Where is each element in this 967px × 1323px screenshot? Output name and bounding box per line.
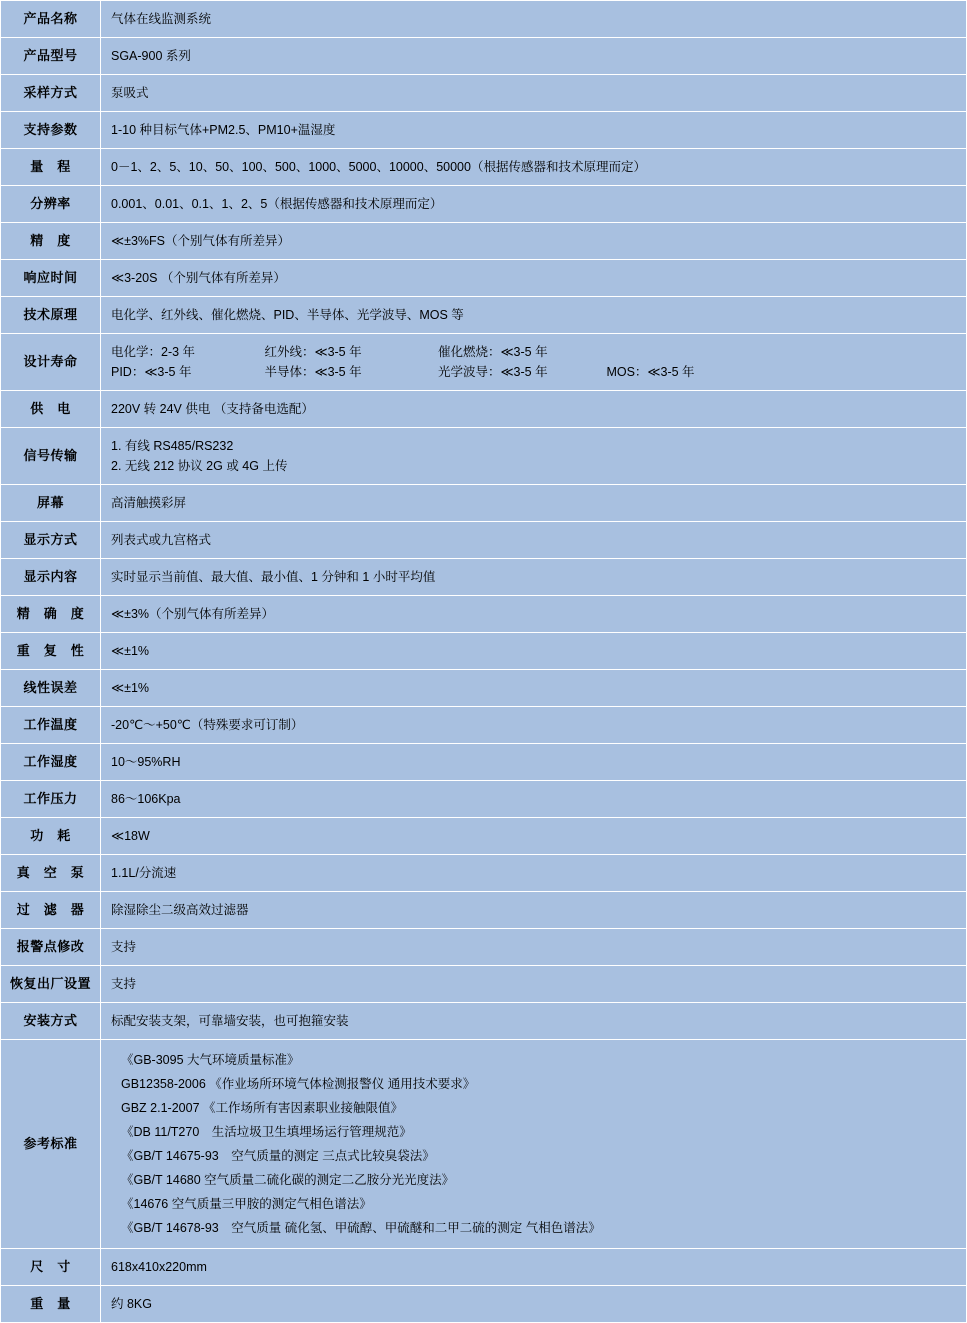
row-label: 过 滤 器	[1, 892, 101, 929]
row-label: 工作压力	[1, 781, 101, 818]
table-row	[1, 781, 967, 818]
table-row	[1, 260, 967, 297]
row-value: 除湿除尘二级高效过滤器	[101, 892, 967, 929]
table-row	[1, 1286, 967, 1323]
row-value: 实时显示当前值、最大值、最小值、1 分钟和 1 小时平均值	[101, 559, 967, 596]
standard-line: 《GB/T 14675-93 空气质量的测定 三点式比较臭袋法》	[121, 1149, 435, 1163]
table-row	[1, 38, 967, 75]
row-label: 响应时间	[1, 260, 101, 297]
table-row	[1, 485, 967, 522]
row-value: 支持	[101, 929, 967, 966]
table-row	[1, 391, 967, 428]
row-value: ≪±3%（个别气体有所差异）	[101, 596, 967, 633]
row-value: 0－1、2、5、10、50、100、500、1000、5000、10000、50000（根据传感器和技术原理而定）	[101, 149, 967, 186]
design-life-item: MOS：≪3-5 年	[606, 365, 695, 379]
table-row	[1, 633, 967, 670]
table-row	[1, 522, 967, 559]
design-life-item: PID：≪3-5 年	[111, 365, 192, 379]
row-label: 产品型号	[1, 38, 101, 75]
table-row	[1, 149, 967, 186]
row-label: 采样方式	[1, 75, 101, 112]
standard-line: 《GB-3095 大气环境质量标准》	[121, 1053, 300, 1067]
table-row	[1, 892, 967, 929]
row-value: 10～95%RH	[101, 744, 967, 781]
table-row-signal	[1, 428, 967, 485]
table-row	[1, 112, 967, 149]
table-row	[1, 186, 967, 223]
row-value: ≪±1%	[101, 633, 967, 670]
row-label: 恢复出厂设置	[1, 966, 101, 1003]
row-value: 86～106Kpa	[101, 781, 967, 818]
row-value	[101, 1040, 967, 1249]
row-value: 618x410x220mm	[101, 1249, 967, 1286]
table-row	[1, 818, 967, 855]
row-label: 精 确 度	[1, 596, 101, 633]
row-value: ≪3-20S （个别气体有所差异）	[101, 260, 967, 297]
row-value: 标配安装支架，可靠墙安装，也可抱箍安装	[101, 1003, 967, 1040]
row-label: 线性误差	[1, 670, 101, 707]
row-label: 信号传输	[1, 428, 101, 485]
row-label: 显示内容	[1, 559, 101, 596]
table-row	[1, 1, 967, 38]
row-label: 工作温度	[1, 707, 101, 744]
row-value: 220V 转 24V 供电 （支持备电选配）	[101, 391, 967, 428]
table-row-design-life	[1, 334, 967, 391]
row-value: 0.001、0.01、0.1、1、2、5（根据传感器和技术原理而定）	[101, 186, 967, 223]
row-value: 1-10 种目标气体+PM2.5、PM10+温湿度	[101, 112, 967, 149]
row-value: 支持	[101, 966, 967, 1003]
row-label: 重 量	[1, 1286, 101, 1323]
row-value: ≪±1%	[101, 670, 967, 707]
table-row	[1, 966, 967, 1003]
standard-line: GBZ 2.1-2007 《工作场所有害因素职业接触限值》	[121, 1101, 403, 1115]
row-label: 设计寿命	[1, 334, 101, 391]
table-row	[1, 1003, 967, 1040]
design-life-grid	[111, 342, 956, 382]
standard-line: GB12358-2006 《作业场所环境气体检测报警仪 通用技术要求》	[121, 1077, 476, 1091]
row-label: 显示方式	[1, 522, 101, 559]
design-life-item: 催化燃烧：≪3-5 年	[437, 345, 548, 359]
signal-line: 2. 无线 212 协议 2G 或 4G 上传	[111, 459, 288, 473]
row-label: 参考标准	[1, 1040, 101, 1249]
row-value: 约 8KG	[101, 1286, 967, 1323]
design-life-item: 光学波导：≪3-5 年	[437, 365, 548, 379]
table-row	[1, 596, 967, 633]
row-value	[101, 334, 967, 391]
row-value: -20℃～+50℃（特殊要求可订制）	[101, 707, 967, 744]
table-row	[1, 559, 967, 596]
row-label: 安装方式	[1, 1003, 101, 1040]
spec-table-body	[1, 1, 967, 1323]
standard-line: 《DB 11/T270 生活垃圾卫生填埋场运行管理规范》	[121, 1125, 412, 1139]
row-label: 精 度	[1, 223, 101, 260]
row-value: 气体在线监测系统	[101, 1, 967, 38]
row-value: 电化学、红外线、催化燃烧、PID、半导体、光学波导、MOS 等	[101, 297, 967, 334]
row-value: ≪±3%FS（个别气体有所差异）	[101, 223, 967, 260]
row-label: 屏幕	[1, 485, 101, 522]
design-life-row-2	[111, 362, 956, 382]
row-value: SGA-900 系列	[101, 38, 967, 75]
table-row	[1, 707, 967, 744]
table-row	[1, 744, 967, 781]
row-value	[101, 428, 967, 485]
signal-line: 1. 有线 RS485/RS232	[111, 439, 234, 453]
row-label: 报警点修改	[1, 929, 101, 966]
row-label: 产品名称	[1, 1, 101, 38]
standard-line: 《14676 空气质量三甲胺的测定气相色谱法》	[121, 1197, 372, 1211]
row-label: 量 程	[1, 149, 101, 186]
table-row	[1, 929, 967, 966]
row-label: 供 电	[1, 391, 101, 428]
row-value: 泵吸式	[101, 75, 967, 112]
row-label: 技术原理	[1, 297, 101, 334]
standard-line: 《GB/T 14680 空气质量二硫化碳的测定二乙胺分光光度法》	[121, 1173, 455, 1187]
design-life-item: 红外线：≪3-5 年	[264, 345, 362, 359]
table-row	[1, 1249, 967, 1286]
row-label: 分辨率	[1, 186, 101, 223]
table-row	[1, 297, 967, 334]
row-value: 1.1L/分流速	[101, 855, 967, 892]
table-row	[1, 855, 967, 892]
design-life-item: 电化学：2-3 年	[111, 345, 196, 359]
row-label: 真 空 泵	[1, 855, 101, 892]
design-life-row-1	[111, 342, 956, 362]
row-value: 列表式或九宫格式	[101, 522, 967, 559]
design-life-item: 半导体：≪3-5 年	[264, 365, 362, 379]
row-value: ≪18W	[101, 818, 967, 855]
row-label: 工作湿度	[1, 744, 101, 781]
row-label: 尺 寸	[1, 1249, 101, 1286]
row-value: 高清触摸彩屏	[101, 485, 967, 522]
standard-line: 《GB/T 14678-93 空气质量 硫化氢、甲硫醇、甲硫醚和二甲二硫的测定 气相色谱法》	[121, 1221, 601, 1235]
table-row	[1, 223, 967, 260]
row-label: 重 复 性	[1, 633, 101, 670]
row-label: 功 耗	[1, 818, 101, 855]
table-row	[1, 75, 967, 112]
table-row-reference-standards	[1, 1040, 967, 1249]
table-row	[1, 670, 967, 707]
row-label: 支持参数	[1, 112, 101, 149]
